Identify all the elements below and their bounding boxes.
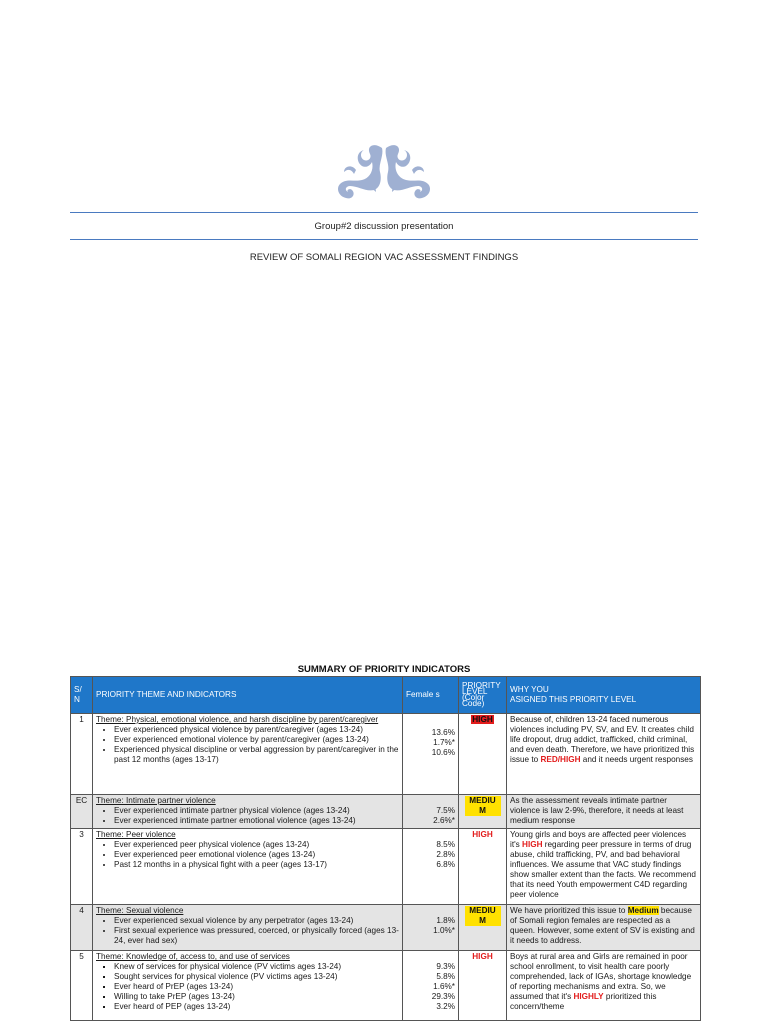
summary-title: SUMMARY OF PRIORITY INDICATORS <box>297 664 471 675</box>
indicator-item: • Past 12 months in a physical fight with a peer (ages 13-17) <box>114 860 399 870</box>
priority-badge-medium: MEDIU M <box>465 906 501 926</box>
indicator-item: ▪ Willing to take PrEP (ages 13-24) <box>114 992 399 1002</box>
indicator-item: • Ever experienced emotional violence by parent/caregiver (ages 13-24) <box>114 735 399 745</box>
row-why <box>507 951 701 1021</box>
row-theme: Theme: Intimate partner violence <box>96 796 216 805</box>
explanation-text: As the assessment reveals intimate partner violence is law 2-9%, therefore, it needs at least medium response <box>510 796 684 825</box>
row-sn: 5 <box>71 951 93 1021</box>
indicator-item: • Experienced physical discipline or verbal aggression by parent/caregiver in the past 12 months (ages 13-17) <box>114 745 399 765</box>
explanation-text: regarding peer pressure in terms of drug abuse, child trafficking, PV, and bad behavioral influences. We assume that VAC study findings show smaller extent than the facts. We recommend that its need Youth empowerment C4D regarding peer violence <box>510 840 696 899</box>
female-value: 8.5% <box>436 840 455 849</box>
highlighted-text: HIGH <box>522 840 543 849</box>
highlighted-text: Medium <box>627 906 659 915</box>
indicator-item: • First sexual experience was pressured, coerced, or physically forced (ages 13-24, ever had sex) <box>114 926 399 946</box>
female-value: 9.3% <box>436 962 455 971</box>
priority-badge-medium: MEDIU M <box>465 796 501 816</box>
explanation-text: and it needs urgent responses <box>580 755 693 764</box>
row-female-values <box>403 951 459 1021</box>
row-priority <box>459 714 507 795</box>
top-rule <box>70 212 698 213</box>
row-theme: Theme: Sexual violence <box>96 906 184 915</box>
middle-rule <box>70 239 698 240</box>
row-female-values <box>403 795 459 829</box>
row-female-values <box>403 829 459 905</box>
explanation-text: Young girls and boys are affected peer violences it's <box>510 830 687 849</box>
row-theme: Theme: Knowledge of, access to, and use of services <box>96 952 290 961</box>
row-sn: EC <box>71 795 93 829</box>
document-subtitle: Group#2 discussion presentation <box>314 221 454 232</box>
explanation-text: Because of, children 13-24 faced numerous violences including PV, SV, and EV. It creates child life dropout, drug addict, trafficked, child criminal, and even death. Therefore, we have prioritized this issue to <box>510 715 695 764</box>
female-value: 10.6% <box>431 748 455 757</box>
header-females: Female s <box>403 677 459 714</box>
indicator-item: ▪ Knew of services for physical violence (PV victims ages 13-24) <box>114 962 399 972</box>
priority-label-high: HIGH <box>472 952 493 961</box>
indicator-item: • Ever experienced intimate partner physical violence (ages 13-24) <box>114 806 399 816</box>
row-sn: 4 <box>71 905 93 951</box>
row-indicators <box>93 795 403 829</box>
header-priority-level: PRIORITY LEVEL (Color Code) <box>459 677 507 714</box>
table-row <box>71 951 701 1021</box>
row-theme: Theme: Peer violence <box>96 830 176 839</box>
table-row <box>71 905 701 951</box>
row-why <box>507 714 701 795</box>
table-row <box>71 795 701 829</box>
header-sn: S/ N <box>71 677 93 714</box>
priority-indicators-table <box>70 676 701 1021</box>
row-theme: Theme: Physical, emotional violence, and harsh discipline by parent/caregiver <box>96 715 379 724</box>
row-priority <box>459 829 507 905</box>
row-female-values <box>403 905 459 951</box>
explanation-text: prioritized this concern/theme <box>510 992 657 1011</box>
priority-label-high: HIGH <box>472 830 493 839</box>
female-value: 1.7%* <box>433 738 455 747</box>
row-sn: 3 <box>71 829 93 905</box>
table-row <box>71 829 701 905</box>
ornament-flourish-icon <box>326 140 442 204</box>
row-indicators <box>93 951 403 1021</box>
female-value: 7.5% <box>436 806 455 815</box>
female-value: 29.3% <box>431 992 455 1001</box>
row-why <box>507 829 701 905</box>
row-why <box>507 905 701 951</box>
row-indicators <box>93 829 403 905</box>
female-value: 6.8% <box>436 860 455 869</box>
indicator-item: • Ever experienced peer physical violence (ages 13-24) <box>114 840 399 850</box>
female-value: 3.2% <box>436 1002 455 1011</box>
female-value: 13.6% <box>431 728 455 737</box>
female-value: 1.8% <box>436 916 455 925</box>
indicator-item: ▪ Ever heard of PrEP (ages 13-24) <box>114 982 399 992</box>
header-why-line1: WHY YOU <box>510 685 549 694</box>
header-why <box>507 677 701 714</box>
table-header-row <box>71 677 701 714</box>
indicator-item: • Ever experienced peer emotional violence (ages 13-24) <box>114 850 399 860</box>
female-value: 5.8% <box>436 972 455 981</box>
female-value: 2.6%* <box>433 816 455 825</box>
row-indicators <box>93 714 403 795</box>
row-sn: 1 <box>71 714 93 795</box>
highlighted-text: RED/HIGH <box>540 755 581 764</box>
header-why-line2: ASIGNED THIS PRIORITY LEVEL <box>510 695 637 704</box>
document-title: REVIEW OF SOMALI REGION VAC ASSESSMENT FINDINGS <box>249 252 519 263</box>
explanation-text: because of Somali region females are respected as a queen. However, some extent of SV is existing and it needs to address. <box>510 906 695 945</box>
indicator-item: • Ever experienced physical violence by parent/caregiver (ages 13-24) <box>114 725 399 735</box>
explanation-text: Boys at rural area and Girls are remained in poor school enrollment, to visit health care poorly comprehended, lack of IGAs, shortage knowledge of reporting mechanisms and extra. So, we assumed that it's <box>510 952 692 1001</box>
female-value: 1.6%* <box>433 982 455 991</box>
row-female-values <box>403 714 459 795</box>
row-priority <box>459 905 507 951</box>
table-row <box>71 714 701 795</box>
female-value: 1.0%* <box>433 926 455 935</box>
header-theme: PRIORITY THEME AND INDICATORS <box>93 677 403 714</box>
indicator-item: ▪ Ever heard of PEP (ages 13-24) <box>114 1002 399 1012</box>
indicator-item: ▪ Sought services for physical violence (PV victims ages 13-24) <box>114 972 399 982</box>
row-why <box>507 795 701 829</box>
indicator-item: • Ever experienced sexual violence by any perpetrator (ages 13-24) <box>114 916 399 926</box>
row-priority <box>459 795 507 829</box>
row-priority <box>459 951 507 1021</box>
female-value: 2.8% <box>436 850 455 859</box>
explanation-text: We have prioritized this issue to <box>510 906 628 915</box>
indicator-item: • Ever experienced intimate partner emotional violence (ages 13-24) <box>114 816 399 826</box>
row-indicators <box>93 905 403 951</box>
highlighted-text: HIGHLY <box>573 992 604 1001</box>
priority-badge-high: HIGH <box>472 715 493 724</box>
